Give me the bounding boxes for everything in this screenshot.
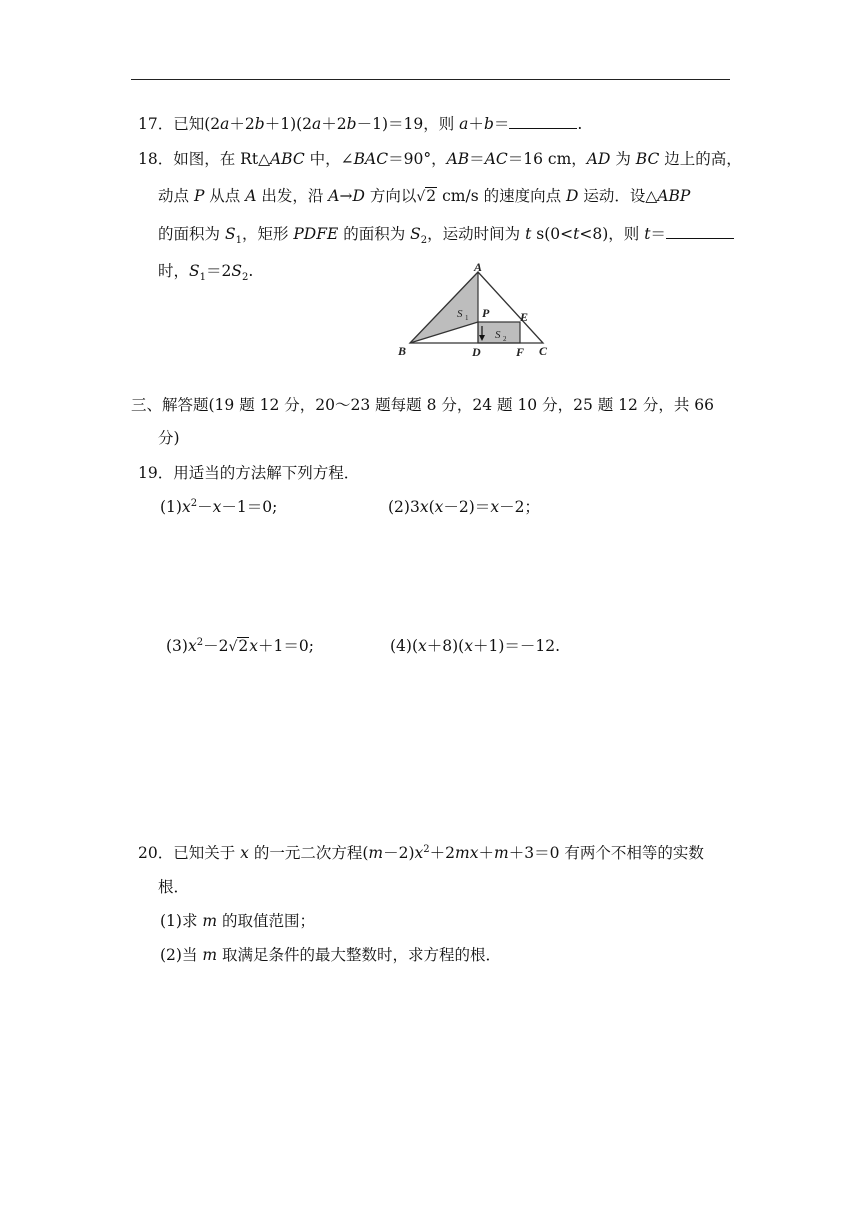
label-s1-sub: 1 (465, 314, 469, 322)
label-a: A (474, 262, 483, 274)
answer-blank[interactable] (666, 224, 734, 239)
label-f: F (516, 345, 525, 359)
question-20-line1: 20．已知关于 x 的一元二次方程$(m-2)x^2+2mx+m+3=0$ 有两个不相等的实数 (138, 843, 704, 862)
header-rule (131, 79, 730, 80)
label-s2-sub: 2 (503, 335, 507, 343)
question-17: 17．已知(2a＋2b＋1)(2a＋2b－1)＝19，则 a＋b＝ . (138, 115, 583, 133)
triangle-figure (392, 262, 562, 362)
label-d: D (472, 345, 481, 359)
label-s1: S (457, 308, 463, 320)
question-18-line4: 时，$S_1=2S_2$. (158, 262, 254, 284)
question-19-part3: $(3)x^2-2√2x+1=0$; (166, 636, 314, 655)
question-20-line2: 根． (158, 878, 190, 896)
section-3-heading: 三、解答题(19 题 12 分，20～23 题每题 8 分，24 题 10 分，25 题 12 分，共 66 (131, 396, 714, 414)
question-19: 19．用适当的方法解下列方程． (138, 464, 360, 482)
label-e: E (520, 310, 529, 324)
question-19-part1: $(1)x^2-x-1=0$; (160, 497, 278, 516)
answer-blank[interactable] (509, 114, 577, 129)
label-c: C (539, 344, 548, 358)
section-3-heading-cont: 分) (158, 429, 180, 447)
label-p: P (482, 306, 490, 320)
label-s2: S (495, 329, 501, 341)
question-18-line1: 18．如图，在 Rt△ABC 中，∠BAC＝90°，AB＝AC＝16 cm，AD 为 BC 边上的高， (138, 150, 742, 168)
question-18-line3: 的面积为 $S_1$，矩形 PDFE 的面积为 $S_2$，运动时间为 t s(0<t<8)，则 t＝ (158, 224, 734, 244)
question-19-part4: (4)(x＋8)(x＋1)＝－12. (390, 637, 561, 655)
question-19-part2: (2)3x(x－2)＝x－2； (388, 498, 540, 516)
label-b: B (398, 344, 407, 358)
question-20-part2: (2)当 m 取满足条件的最大整数时，求方程的根． (160, 946, 502, 964)
question-20-part1: (1)求 m 的取值范围； (160, 912, 316, 930)
question-18-line2: 动点 P 从点 A 出发，沿 A→D 方向以√2 cm/s 的速度向点 D 运动．设△ABP (158, 187, 691, 205)
